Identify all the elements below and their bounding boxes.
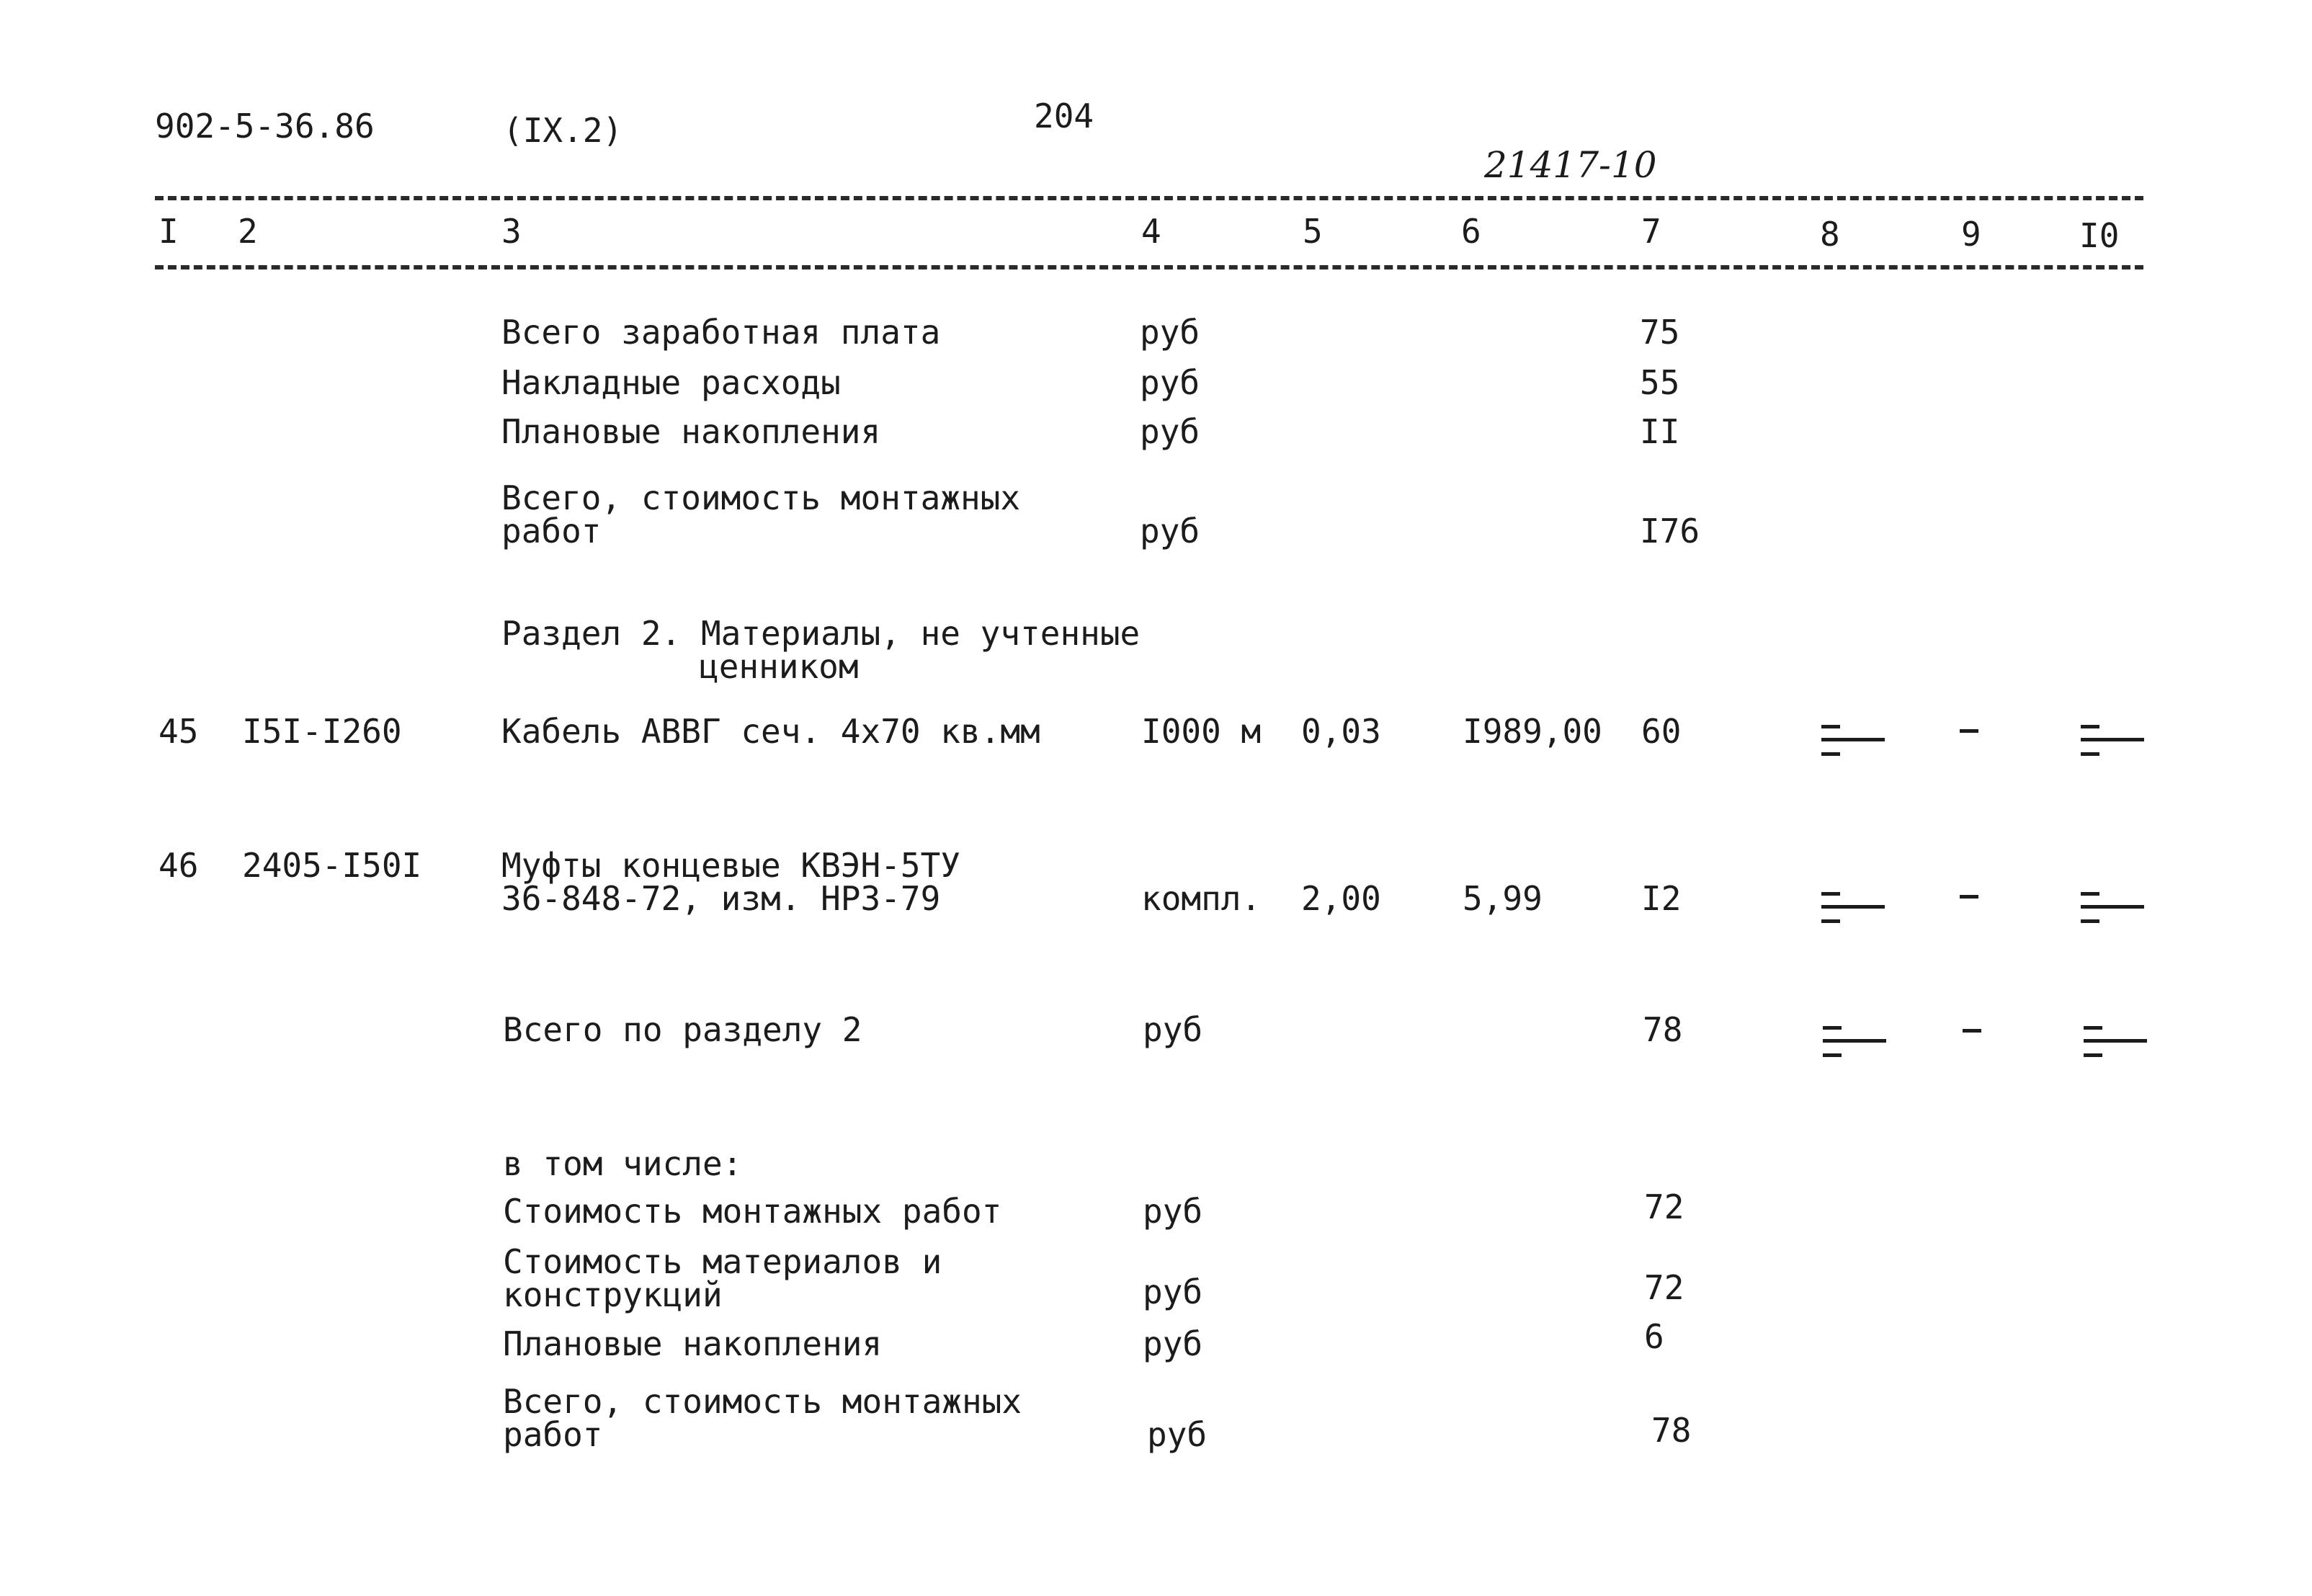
- including-installation-label: Стоимость монтажных работ: [503, 1192, 1002, 1231]
- section-2-heading-line1: Раздел 2. Материалы, не учтенные: [501, 614, 1141, 653]
- including-total-value: 78: [1651, 1411, 1692, 1450]
- row-total: I2: [1641, 879, 1682, 918]
- including-materials-value: 72: [1644, 1268, 1684, 1307]
- section-total-col10-dash: [2084, 1026, 2148, 1062]
- header-top-rule: [155, 196, 2143, 200]
- including-total-label-line2: работ: [503, 1415, 603, 1454]
- summary-overhead-value: 55: [1640, 363, 1680, 402]
- summary-total-label-line1: Всего, стоимость монтажных: [501, 478, 1021, 517]
- including-installation-unit: руб: [1143, 1192, 1203, 1231]
- column-header-4: 4: [1141, 212, 1161, 251]
- inventory-stamp: 21417-10: [1484, 144, 1657, 186]
- section-total-value: 78: [1643, 1010, 1683, 1049]
- summary-total-label-line2: работ: [501, 512, 602, 550]
- row-col10-dash: [2081, 725, 2146, 761]
- row-col8-dash: [1821, 892, 1886, 928]
- page-number: 204: [1034, 97, 1094, 135]
- row-quantity: 2,00: [1301, 879, 1381, 918]
- section-total-col9-dash: [1963, 1029, 1984, 1065]
- column-header-3: 3: [501, 212, 522, 251]
- section-total-unit: руб: [1143, 1010, 1203, 1049]
- row-col9-dash: [1960, 895, 1981, 931]
- summary-wages-value: 75: [1640, 313, 1680, 352]
- column-header-10: I0: [2079, 216, 2120, 255]
- column-header-8: 8: [1820, 215, 1840, 254]
- row-unit: компл.: [1141, 879, 1262, 918]
- row-number: 46: [159, 846, 199, 885]
- row-name-line2: 36-848-72, изм. НРЗ-79: [501, 879, 941, 918]
- row-price: I989,00: [1463, 712, 1602, 751]
- summary-overhead-label: Накладные расходы: [501, 363, 841, 402]
- row-name-line1: Муфты концевые КВЭН-5ТУ: [501, 846, 960, 885]
- summary-wages-label: Всего заработная плата: [501, 313, 941, 352]
- row-number: 45: [159, 712, 199, 751]
- row-name: Кабель АВВГ сеч. 4х70 кв.мм: [501, 712, 1040, 751]
- row-code: 2405-I50I: [242, 846, 422, 885]
- row-quantity: 0,03: [1301, 712, 1381, 751]
- row-code: I5I-I260: [242, 712, 402, 751]
- including-planned-label: Плановые накопления: [503, 1324, 883, 1363]
- column-header-7: 7: [1641, 212, 1661, 251]
- row-col9-dash: [1960, 729, 1981, 765]
- column-header-6: 6: [1461, 212, 1481, 251]
- row-unit: I000 м: [1141, 712, 1262, 751]
- section-reference: (IX.2): [503, 111, 623, 150]
- including-total-label-line1: Всего, стоимость монтажных: [503, 1382, 1022, 1421]
- summary-total-value: I76: [1640, 512, 1700, 550]
- document-code: 902-5-36.86: [155, 107, 375, 146]
- header-bottom-rule: [155, 265, 2143, 269]
- summary-overhead-unit: руб: [1140, 363, 1200, 402]
- including-materials-label-line2: конструкций: [503, 1275, 723, 1314]
- section-total-label: Всего по разделу 2: [503, 1010, 862, 1049]
- including-materials-label-line1: Стоимость материалов и: [503, 1242, 942, 1281]
- row-col8-dash: [1821, 725, 1886, 761]
- row-total: 60: [1641, 712, 1682, 751]
- including-materials-unit: руб: [1143, 1272, 1203, 1311]
- including-planned-unit: руб: [1143, 1324, 1203, 1363]
- column-header-9: 9: [1961, 215, 1981, 254]
- column-header-5: 5: [1303, 212, 1323, 251]
- column-header-2: 2: [238, 212, 258, 251]
- row-col10-dash: [2081, 892, 2146, 928]
- including-planned-value: 6: [1644, 1317, 1664, 1356]
- column-header-1: I: [159, 212, 179, 251]
- including-label: в том числе:: [503, 1144, 743, 1183]
- section-total-col8-dash: [1823, 1026, 1888, 1062]
- including-installation-value: 72: [1644, 1187, 1684, 1226]
- summary-planned-label: Плановые накопления: [501, 412, 881, 451]
- summary-planned-value: II: [1640, 412, 1680, 451]
- summary-wages-unit: руб: [1140, 313, 1200, 352]
- section-2-heading-line2: ценником: [699, 647, 859, 686]
- summary-total-unit: руб: [1140, 512, 1200, 550]
- row-price: 5,99: [1463, 879, 1543, 918]
- summary-planned-unit: руб: [1140, 412, 1200, 451]
- including-total-unit: руб: [1147, 1415, 1208, 1454]
